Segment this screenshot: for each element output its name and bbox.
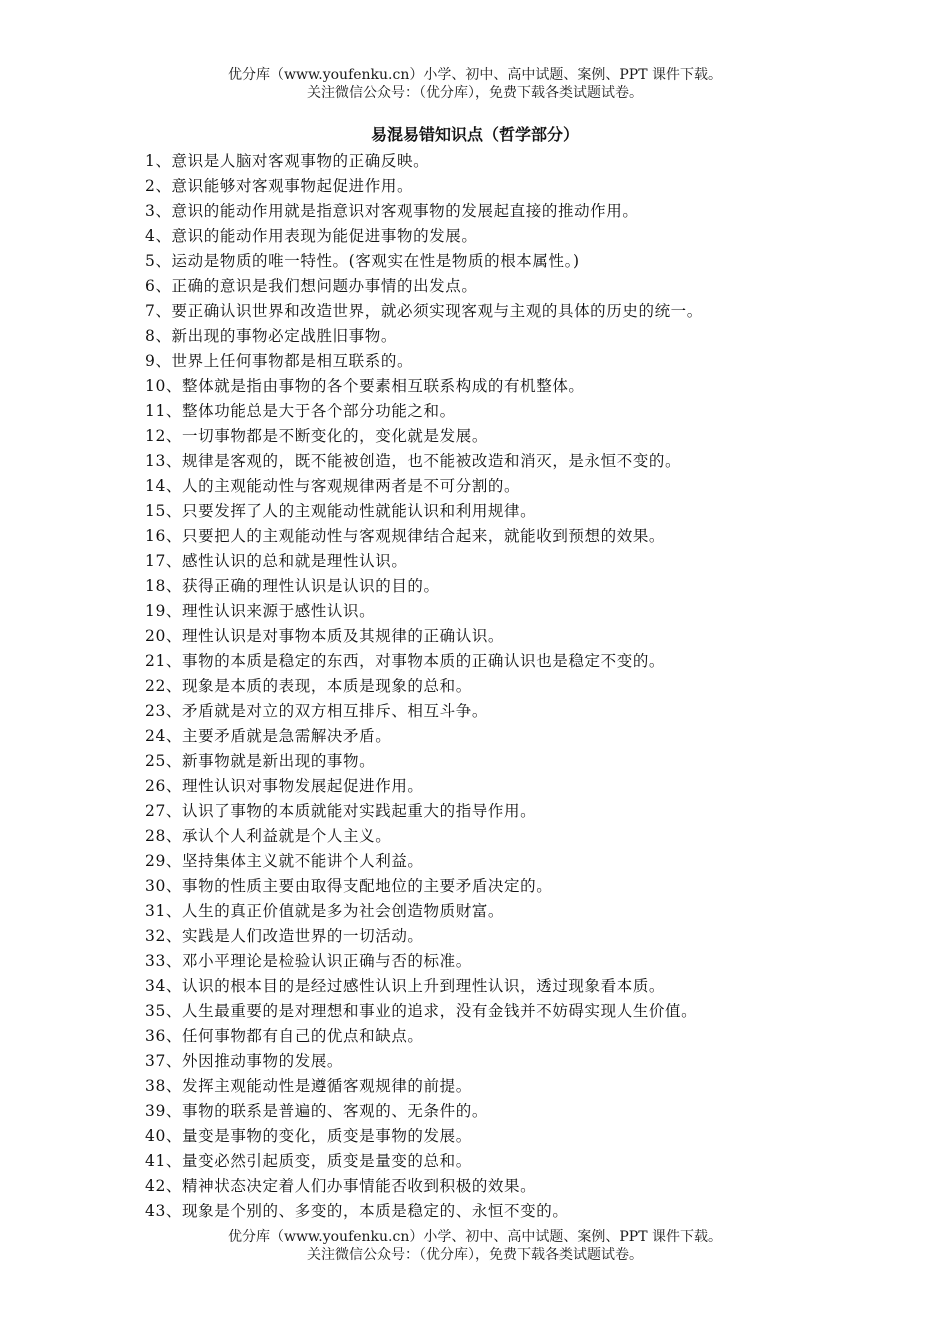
list-item: 16、只要把人的主观能动性与客观规律结合起来，就能收到预想的效果。 (145, 527, 666, 545)
list-item: 13、规律是客观的，既不能被创造，也不能被改造和消灭，是永恒不变的。 (145, 452, 682, 470)
list-item: 3、意识的能动作用就是指意识对客观事物的发展起直接的推动作用。 (145, 202, 639, 220)
list-item: 18、获得正确的理性认识是认识的目的。 (145, 577, 440, 595)
list-item: 35、人生最重要的是对理想和事业的追求，没有金钱并不妨碍实现人生价值。 (145, 1002, 698, 1020)
list-item: 32、实践是人们改造世界的一切活动。 (145, 927, 424, 945)
list-item: 36、任何事物都有自己的优点和缺点。 (145, 1027, 424, 1045)
list-item: 40、量变是事物的变化，质变是事物的发展。 (145, 1127, 472, 1145)
list-item: 4、意识的能动作用表现为能促进事物的发展。 (145, 227, 478, 245)
list-item: 29、坚持集体主义就不能讲个人利益。 (145, 852, 424, 870)
list-item: 33、邓小平理论是检验认识正确与否的标准。 (145, 952, 472, 970)
list-item: 25、新事物就是新出现的事物。 (145, 752, 376, 770)
list-item: 41、量变必然引起质变，质变是量变的总和。 (145, 1152, 472, 1170)
page-footer (0, 1228, 950, 1264)
list-item: 20、理性认识是对事物本质及其规律的正确认识。 (145, 627, 505, 645)
list-item: 27、认识了事物的本质就能对实践起重大的指导作用。 (145, 802, 537, 820)
list-item: 14、人的主观能动性与客观规律两者是不可分割的。 (145, 477, 521, 495)
list-item: 37、外因推动事物的发展。 (145, 1052, 344, 1070)
document-title: 易混易错知识点（哲学部分） (370, 125, 579, 144)
footer-line-2: 关注微信公众号：（优分库），免费下载各类试题试卷。 (307, 1247, 643, 1263)
list-item: 42、精神状态决定着人们办事情能否收到积极的效果。 (145, 1177, 537, 1195)
list-item: 23、矛盾就是对立的双方相互排斥、相互斗争。 (145, 702, 488, 720)
header-line-1: 优分库（www.youfenku.cn）小学、初中、高中试题、案例、PPT 课件下载。 (227, 67, 722, 83)
list-item: 19、理性认识来源于感性认识。 (145, 602, 376, 620)
list-item: 34、认识的根本目的是经过感性认识上升到理性认识，透过现象看本质。 (145, 977, 666, 995)
list-item: 31、人生的真正价值就是多为社会创造物质财富。 (145, 902, 505, 920)
list-item: 1、意识是人脑对客观事物的正确反映。 (145, 152, 430, 170)
list-item: 39、事物的联系是普遍的、客观的、无条件的。 (145, 1102, 488, 1120)
list-item: 7、要正确认识世界和改造世界，就必须实现客观与主观的具体的历史的统一。 (145, 302, 703, 320)
list-item: 12、一切事物都是不断变化的，变化就是发展。 (145, 427, 488, 445)
list-item: 10、整体就是指由事物的各个要素相互联系构成的有机整体。 (145, 377, 585, 395)
list-item: 2、意识能够对客观事物起促进作用。 (145, 177, 414, 195)
list-item: 5、运动是物质的唯一特性。(客观实在性是物质的根本属性。) (145, 252, 580, 270)
knowledge-point-list (145, 149, 945, 1224)
list-item: 6、正确的意识是我们想问题办事情的出发点。 (145, 277, 478, 295)
list-item: 15、只要发挥了人的主观能动性就能认识和利用规律。 (145, 502, 537, 520)
list-item: 21、事物的本质是稳定的东西，对事物本质的正确认识也是稳定不变的。 (145, 652, 666, 670)
list-item: 43、现象是个别的、多变的，本质是稳定的、永恒不变的。 (145, 1202, 569, 1220)
list-item: 28、承认个人利益就是个人主义。 (145, 827, 392, 845)
list-item: 17、感性认识的总和就是理性认识。 (145, 552, 408, 570)
list-item: 8、新出现的事物必定战胜旧事物。 (145, 327, 397, 345)
list-item: 22、现象是本质的表现，本质是现象的总和。 (145, 677, 472, 695)
header-line-2: 关注微信公众号：（优分库），免费下载各类试题试卷。 (307, 85, 643, 101)
list-item: 11、整体功能总是大于各个部分功能之和。 (145, 402, 456, 420)
list-item: 38、发挥主观能动性是遵循客观规律的前提。 (145, 1077, 472, 1095)
list-item: 9、世界上任何事物都是相互联系的。 (145, 352, 414, 370)
page-header (0, 66, 950, 102)
list-item: 30、事物的性质主要由取得支配地位的主要矛盾决定的。 (145, 877, 553, 895)
list-item: 26、理性认识对事物发展起促进作用。 (145, 777, 424, 795)
footer-line-1: 优分库（www.youfenku.cn）小学、初中、高中试题、案例、PPT 课件下载。 (227, 1229, 722, 1245)
list-item: 24、主要矛盾就是急需解决矛盾。 (145, 727, 392, 745)
